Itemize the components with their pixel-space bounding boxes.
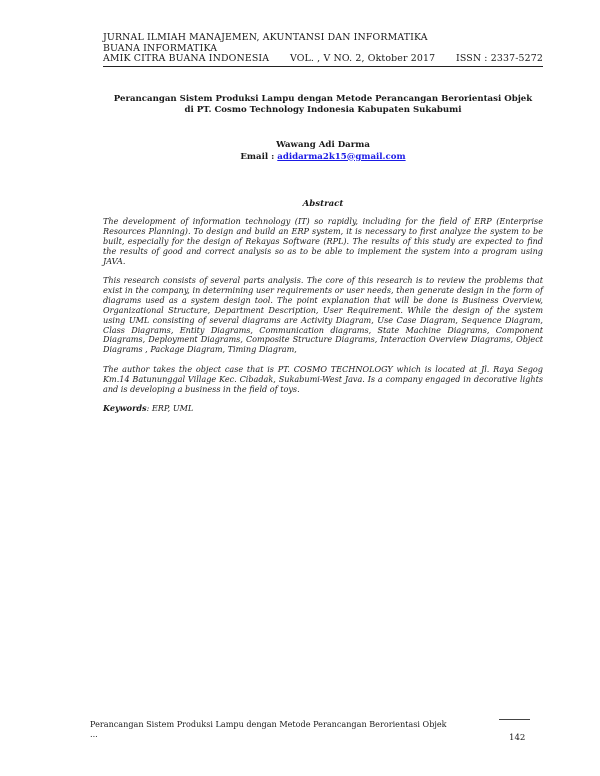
journal-institution: AMIK CITRA BUANA INDONESIA [103,53,270,65]
journal-name: JURNAL ILMIAH MANAJEMEN, AKUNTANSI DAN INFORMATIKA [103,32,428,43]
abstract-body [103,217,543,423]
paper-title [103,94,543,116]
paper-title-line2: di PT. Cosmo Technology Indonesia Kabupaten Sukabumi [184,105,462,115]
author-name: Wawang Adi Darma [276,140,370,150]
page-footer [90,719,530,739]
footer-running-title: Perancangan Sistem Produksi Lampu dengan Metode Perancangan Berorientasi Objek [90,719,447,729]
journal-info-row [103,54,543,67]
abstract-paragraph-2: This research consists of several parts analysis. The core of this research is to review the problems that exist in the company, in determining user requirements or user needs, then generate design in the form of diagrams used as a system design tool. The point explanation that will be done is Business Overview, Organizational Structure, Department Description, User Requirement. While the design of the system using UML consisting of several diagrams are Activity Diagram, Use Case Diagram, Sequence Diagram, Class Diagrams, Entity Diagrams, Communication diagrams, State Machine Diagrams, Component Diagrams, Deployment Diagrams, Composite Structure Diagrams, Interaction Overview Diagrams, Object Diagrams , Package Diagram, Timing Diagram, [103,275,543,355]
journal-issn: ISSN : 2337-5272 [455,53,543,65]
author-email-row [103,152,543,164]
keywords-label: Keywords [103,403,147,413]
author-block [103,140,543,163]
journal-subname: BUANA INFORMATIKA [103,42,218,54]
email-link[interactable]: adidarma2k15@gmail.com [277,151,406,162]
abstract-paragraph-3: The author takes the object case that is PT. COSMO TECHNOLOGY which is located at Jl. Raya Segog Km.14 Batununggal Village Kec. Cibadak, Sukabumi-West Java. Is a company engaged in decorative lights and is developing a business in the field of toys. [103,363,543,394]
journal-header [103,33,543,67]
email-label: Email : [240,151,275,162]
journal-volume: VOL. , V NO. 2, Oktober 2017 [289,53,436,65]
keywords [103,404,543,414]
keywords-values: : ERP, UML [146,403,194,413]
abstract-paragraph-1: The development of information technology (IT) so rapidly, including for the field of ERP (Enterprise Resources Planning). To design and build an ERP system, it is necessary to first analyze the system to be built, especially for the design of Rekayas Software (RPL). The results of this study are expected to find the results of good and correct analysis so as to be able to implement the system into a program using JAVA. [103,216,543,266]
paper-title-line1: Perancangan Sistem Produksi Lampu dengan Metode Perancangan Berorientasi Objek [113,94,533,104]
page-number: 142 [509,733,526,743]
footer-ellipsis: ... [90,729,98,739]
abstract-heading: Abstract [302,199,344,209]
